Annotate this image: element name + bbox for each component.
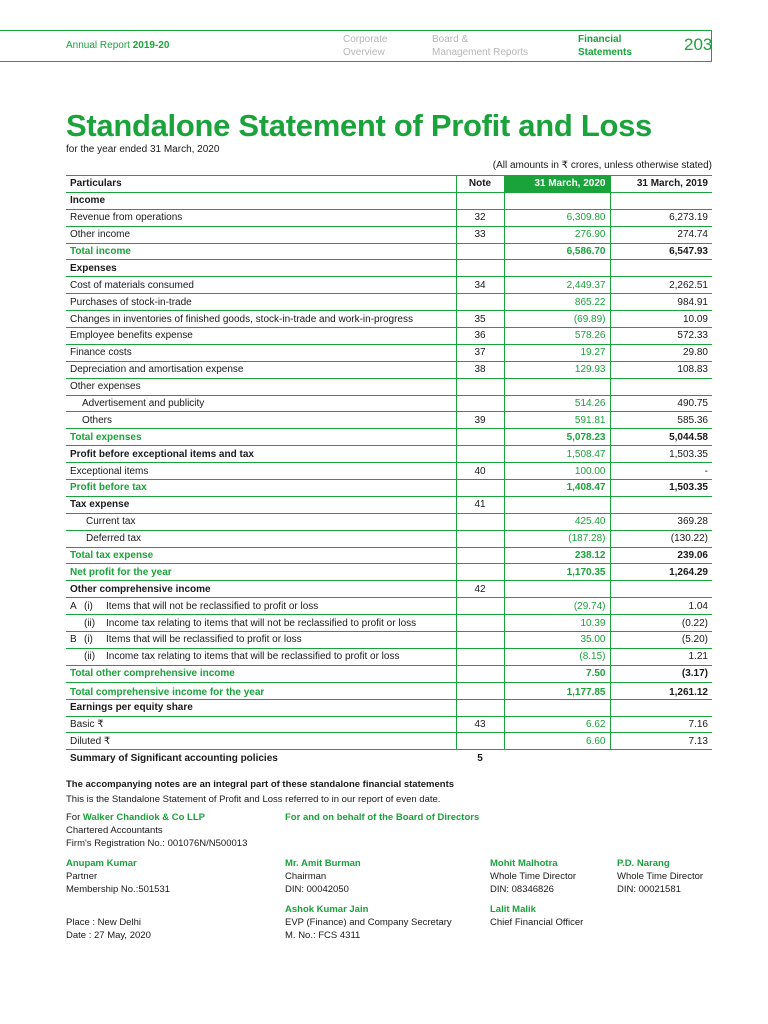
table-row [66, 311, 712, 328]
row-value-2019 [610, 192, 712, 209]
table-row [66, 243, 712, 260]
table-row [66, 598, 712, 615]
row-note [456, 243, 504, 260]
table-row [66, 361, 712, 378]
row-value-2019: 1,264.29 [610, 564, 712, 581]
row-value-2020 [504, 496, 610, 513]
table-row [66, 192, 712, 209]
table-row [66, 648, 712, 665]
page-title: Standalone Statement of Profit and Loss [66, 108, 652, 143]
oci-group-key: B [70, 634, 77, 646]
oci-group-key: A [70, 600, 77, 612]
row-value-2019: 1,261.12 [610, 682, 712, 699]
row-value-2020 [504, 378, 610, 395]
tab-corporate-overview[interactable]: Corporate Overview [343, 34, 388, 58]
row-value-2020: 6.62 [504, 716, 610, 733]
row-value-2019: 108.83 [610, 361, 712, 378]
row-value-2019: (5.20) [610, 632, 712, 649]
row-note [456, 547, 504, 564]
row-note [456, 378, 504, 395]
row-value-2019 [610, 699, 712, 716]
report-label: Annual Report 2019-20 [66, 40, 170, 51]
row-value-2020: 425.40 [504, 513, 610, 530]
row-note: 40 [456, 463, 504, 480]
row-note: 34 [456, 277, 504, 294]
signatory-pd-narang: P.D. Narang Whole Time Director DIN: 00021581 [617, 858, 704, 895]
row-value-2019: 1.04 [610, 598, 712, 615]
row-value-2019: 369.28 [610, 513, 712, 530]
row-value-2019: 29.80 [610, 344, 712, 361]
table-row [66, 513, 712, 530]
row-value-2019: 572.33 [610, 328, 712, 345]
row-note [456, 615, 504, 632]
row-label: Deferred tax [66, 530, 456, 547]
row-note: 41 [456, 496, 504, 513]
page-number: 203 [684, 35, 713, 54]
row-value-2020: 238.12 [504, 547, 610, 564]
row-value-2020 [504, 260, 610, 277]
row-label: Expenses [66, 260, 456, 277]
row-label: Depreciation and amortisation expense [66, 361, 456, 378]
row-note [456, 446, 504, 463]
auditor-block: For Walker Chandiok & Co LLP Chartered Accountants Firm's Registration No.: 001076N/N500013 [66, 812, 248, 849]
oci-item-label: Items that will be reclassified to profit or loss [106, 634, 302, 646]
row-label: Changes in inventories of finished goods, stock-in-trade and work-in-progress [66, 311, 456, 328]
row-value-2020: (69.89) [504, 311, 610, 328]
row-value-2020: 6,309.80 [504, 209, 610, 226]
row-value-2020: 1,177.85 [504, 682, 610, 699]
row-label: Total expenses [66, 429, 456, 446]
table-row [66, 463, 712, 480]
row-value-2019: 6,273.19 [610, 209, 712, 226]
row-note [456, 294, 504, 311]
row-label: Others [66, 412, 456, 429]
row-value-2020: 19.27 [504, 344, 610, 361]
row-label [66, 615, 456, 632]
row-value-2019: (130.22) [610, 530, 712, 547]
table-row [66, 429, 712, 446]
row-value-2019: - [610, 463, 712, 480]
row-value-2019 [610, 496, 712, 513]
row-note [456, 598, 504, 615]
row-value-2020 [504, 581, 610, 598]
row-value-2020: (187.28) [504, 530, 610, 547]
row-note [456, 260, 504, 277]
row-value-2019: 274.74 [610, 226, 712, 243]
row-note [456, 648, 504, 665]
row-label: Basic ₹ [66, 716, 456, 733]
row-value-2020: 6.60 [504, 733, 610, 750]
row-value-2019: 5,044.58 [610, 429, 712, 446]
row-label: Total income [66, 243, 456, 260]
row-value-2020: (8.15) [504, 648, 610, 665]
table-row [66, 632, 712, 649]
row-note [456, 632, 504, 649]
tab-financial-statements[interactable]: Financial Statements [578, 34, 632, 58]
row-value-2020: (29.74) [504, 598, 610, 615]
row-value-2019: 239.06 [610, 547, 712, 564]
table-row [66, 277, 712, 294]
row-label: Total comprehensive income for the year [66, 682, 456, 699]
row-value-2019: 1,503.35 [610, 446, 712, 463]
row-note [456, 564, 504, 581]
row-note: 35 [456, 311, 504, 328]
table-row [66, 260, 712, 277]
table-row [66, 226, 712, 243]
row-value-2020: 100.00 [504, 463, 610, 480]
row-value-2019: 585.36 [610, 412, 712, 429]
row-label: Other comprehensive income [66, 581, 456, 598]
row-label: Exceptional items [66, 463, 456, 480]
row-value-2019 [610, 750, 712, 767]
table-row [66, 750, 712, 767]
table-row [66, 328, 712, 345]
oci-item-key: (i) [84, 634, 93, 646]
row-note [456, 192, 504, 209]
row-value-2019: 10.09 [610, 311, 712, 328]
row-value-2020: 2,449.37 [504, 277, 610, 294]
row-note: 37 [456, 344, 504, 361]
row-value-2019: (3.17) [610, 665, 712, 682]
report-reference: This is the Standalone Statement of Profit and Loss referred to in our report of even date. [66, 794, 441, 805]
row-value-2020: 7.50 [504, 665, 610, 682]
row-value-2019 [610, 260, 712, 277]
row-label: Summary of Significant accounting policies [70, 752, 278, 764]
signatory-amit-burman: Mr. Amit Burman Chairman DIN: 00042050 [285, 858, 361, 895]
row-note [456, 429, 504, 446]
signatory-ashok-kumar-jain: Ashok Kumar Jain EVP (Finance) and Company Secretary M. No.: FCS 4311 [285, 904, 452, 941]
row-label [66, 632, 456, 649]
row-label: Total tax expense [66, 547, 456, 564]
row-value-2019: 2,262.51 [610, 277, 712, 294]
amounts-note: (All amounts in ₹ crores, unless otherwise stated) [492, 160, 712, 171]
row-value-2019: 7.16 [610, 716, 712, 733]
row-value-2020: 514.26 [504, 395, 610, 412]
row-label: Revenue from operations [66, 209, 456, 226]
col-previous-year: 31 March, 2019 [610, 176, 712, 193]
row-value-2020 [504, 750, 610, 767]
row-value-2020: 5,078.23 [504, 429, 610, 446]
row-value-2020: 35.00 [504, 632, 610, 649]
table-row [66, 547, 712, 564]
row-note [456, 699, 504, 716]
row-label: Earnings per equity share [66, 699, 456, 716]
notes-statement: The accompanying notes are an integral part of these standalone financial statements [66, 779, 455, 790]
row-label: Diluted ₹ [66, 733, 456, 750]
row-value-2019: (0.22) [610, 615, 712, 632]
table-row [66, 378, 712, 395]
row-value-2019: 6,547.93 [610, 243, 712, 260]
table-row [66, 665, 712, 682]
row-value-2020: 10.39 [504, 615, 610, 632]
row-note [456, 395, 504, 412]
row-value-2020 [504, 192, 610, 209]
row-note [456, 682, 504, 699]
row-value-2020 [504, 699, 610, 716]
oci-item-key: (ii) [84, 651, 96, 663]
profit-loss-table [66, 175, 712, 767]
row-note [456, 513, 504, 530]
row-value-2020: 865.22 [504, 294, 610, 311]
row-value-2019: 1,503.35 [610, 480, 712, 497]
table-row [66, 446, 712, 463]
row-label: Other expenses [66, 378, 456, 395]
row-label: Income [66, 192, 456, 209]
row-value-2019: 490.75 [610, 395, 712, 412]
table-row [66, 699, 712, 716]
board-heading: For and on behalf of the Board of Directors [285, 812, 480, 823]
row-value-2020: 1,170.35 [504, 564, 610, 581]
signatory-lalit-malik: Lalit Malik Chief Financial Officer [490, 904, 584, 928]
col-current-year: 31 March, 2020 [504, 176, 610, 193]
row-label: Cost of materials consumed [66, 277, 456, 294]
row-note: 36 [456, 328, 504, 345]
row-note [456, 530, 504, 547]
table-row [66, 395, 712, 412]
col-particulars: Particulars [66, 176, 456, 193]
row-note: 33 [456, 226, 504, 243]
row-label: Other income [66, 226, 456, 243]
oci-item-label: Items that will not be reclassified to profit or loss [106, 600, 319, 612]
row-note: 43 [456, 716, 504, 733]
signatory-mohit-malhotra: Mohit Malhotra Whole Time Director DIN: 08346826 [490, 858, 577, 895]
table-row [66, 480, 712, 497]
row-note [456, 480, 504, 497]
row-label: Purchases of stock-in-trade [66, 294, 456, 311]
table-row [66, 615, 712, 632]
row-label: Profit before tax [66, 480, 456, 497]
row-note: 42 [456, 581, 504, 598]
row-value-2019: 7.13 [610, 733, 712, 750]
table-row [66, 412, 712, 429]
row-note: 39 [456, 412, 504, 429]
row-value-2019: 1.21 [610, 648, 712, 665]
row-value-2020: 578.26 [504, 328, 610, 345]
row-value-2019 [610, 581, 712, 598]
table-row [66, 581, 712, 598]
row-label: Profit before exceptional items and tax [66, 446, 456, 463]
page-subtitle: for the year ended 31 March, 2020 [66, 144, 220, 155]
row-label: Total other comprehensive income [66, 665, 456, 682]
signatory-anupam-kumar: Anupam Kumar Partner Membership No.:501531 [66, 858, 171, 895]
table-row [66, 716, 712, 733]
table-header-row [66, 176, 712, 193]
table-row [66, 733, 712, 750]
col-note: Note [456, 176, 504, 193]
row-value-2020: 276.90 [504, 226, 610, 243]
row-label: Employee benefits expense [66, 328, 456, 345]
row-label: Current tax [66, 513, 456, 530]
row-note: 5 [477, 752, 483, 764]
tab-board-management-reports[interactable]: Board & Management Reports [432, 34, 529, 58]
row-note: 38 [456, 361, 504, 378]
row-note [456, 733, 504, 750]
row-label: Tax expense [66, 496, 456, 513]
row-value-2020: 1,408.47 [504, 480, 610, 497]
row-label [66, 598, 456, 615]
table-row [66, 682, 712, 699]
oci-item-key: (i) [84, 600, 93, 612]
row-value-2019: 984.91 [610, 294, 712, 311]
oci-item-label: Income tax relating to items that will not be reclassified to profit or loss [106, 617, 417, 629]
row-value-2020: 1,508.47 [504, 446, 610, 463]
oci-item-label: Income tax relating to items that will be reclassified to profit or loss [106, 651, 400, 663]
row-value-2020: 591.81 [504, 412, 610, 429]
table-row [66, 209, 712, 226]
row-value-2019 [610, 378, 712, 395]
row-note [456, 665, 504, 682]
table-row [66, 530, 712, 547]
row-label: Advertisement and publicity [66, 395, 456, 412]
row-label: Net profit for the year [66, 564, 456, 581]
row-label [66, 648, 456, 665]
row-note: 32 [456, 209, 504, 226]
oci-item-key: (ii) [84, 617, 96, 629]
table-row [66, 294, 712, 311]
row-value-2020: 129.93 [504, 361, 610, 378]
table-row [66, 564, 712, 581]
table-row [66, 496, 712, 513]
row-value-2020: 6,586.70 [504, 243, 610, 260]
place-date: Place : New Delhi Date : 27 May, 2020 [66, 917, 151, 941]
table-row [66, 344, 712, 361]
row-label: Finance costs [66, 344, 456, 361]
